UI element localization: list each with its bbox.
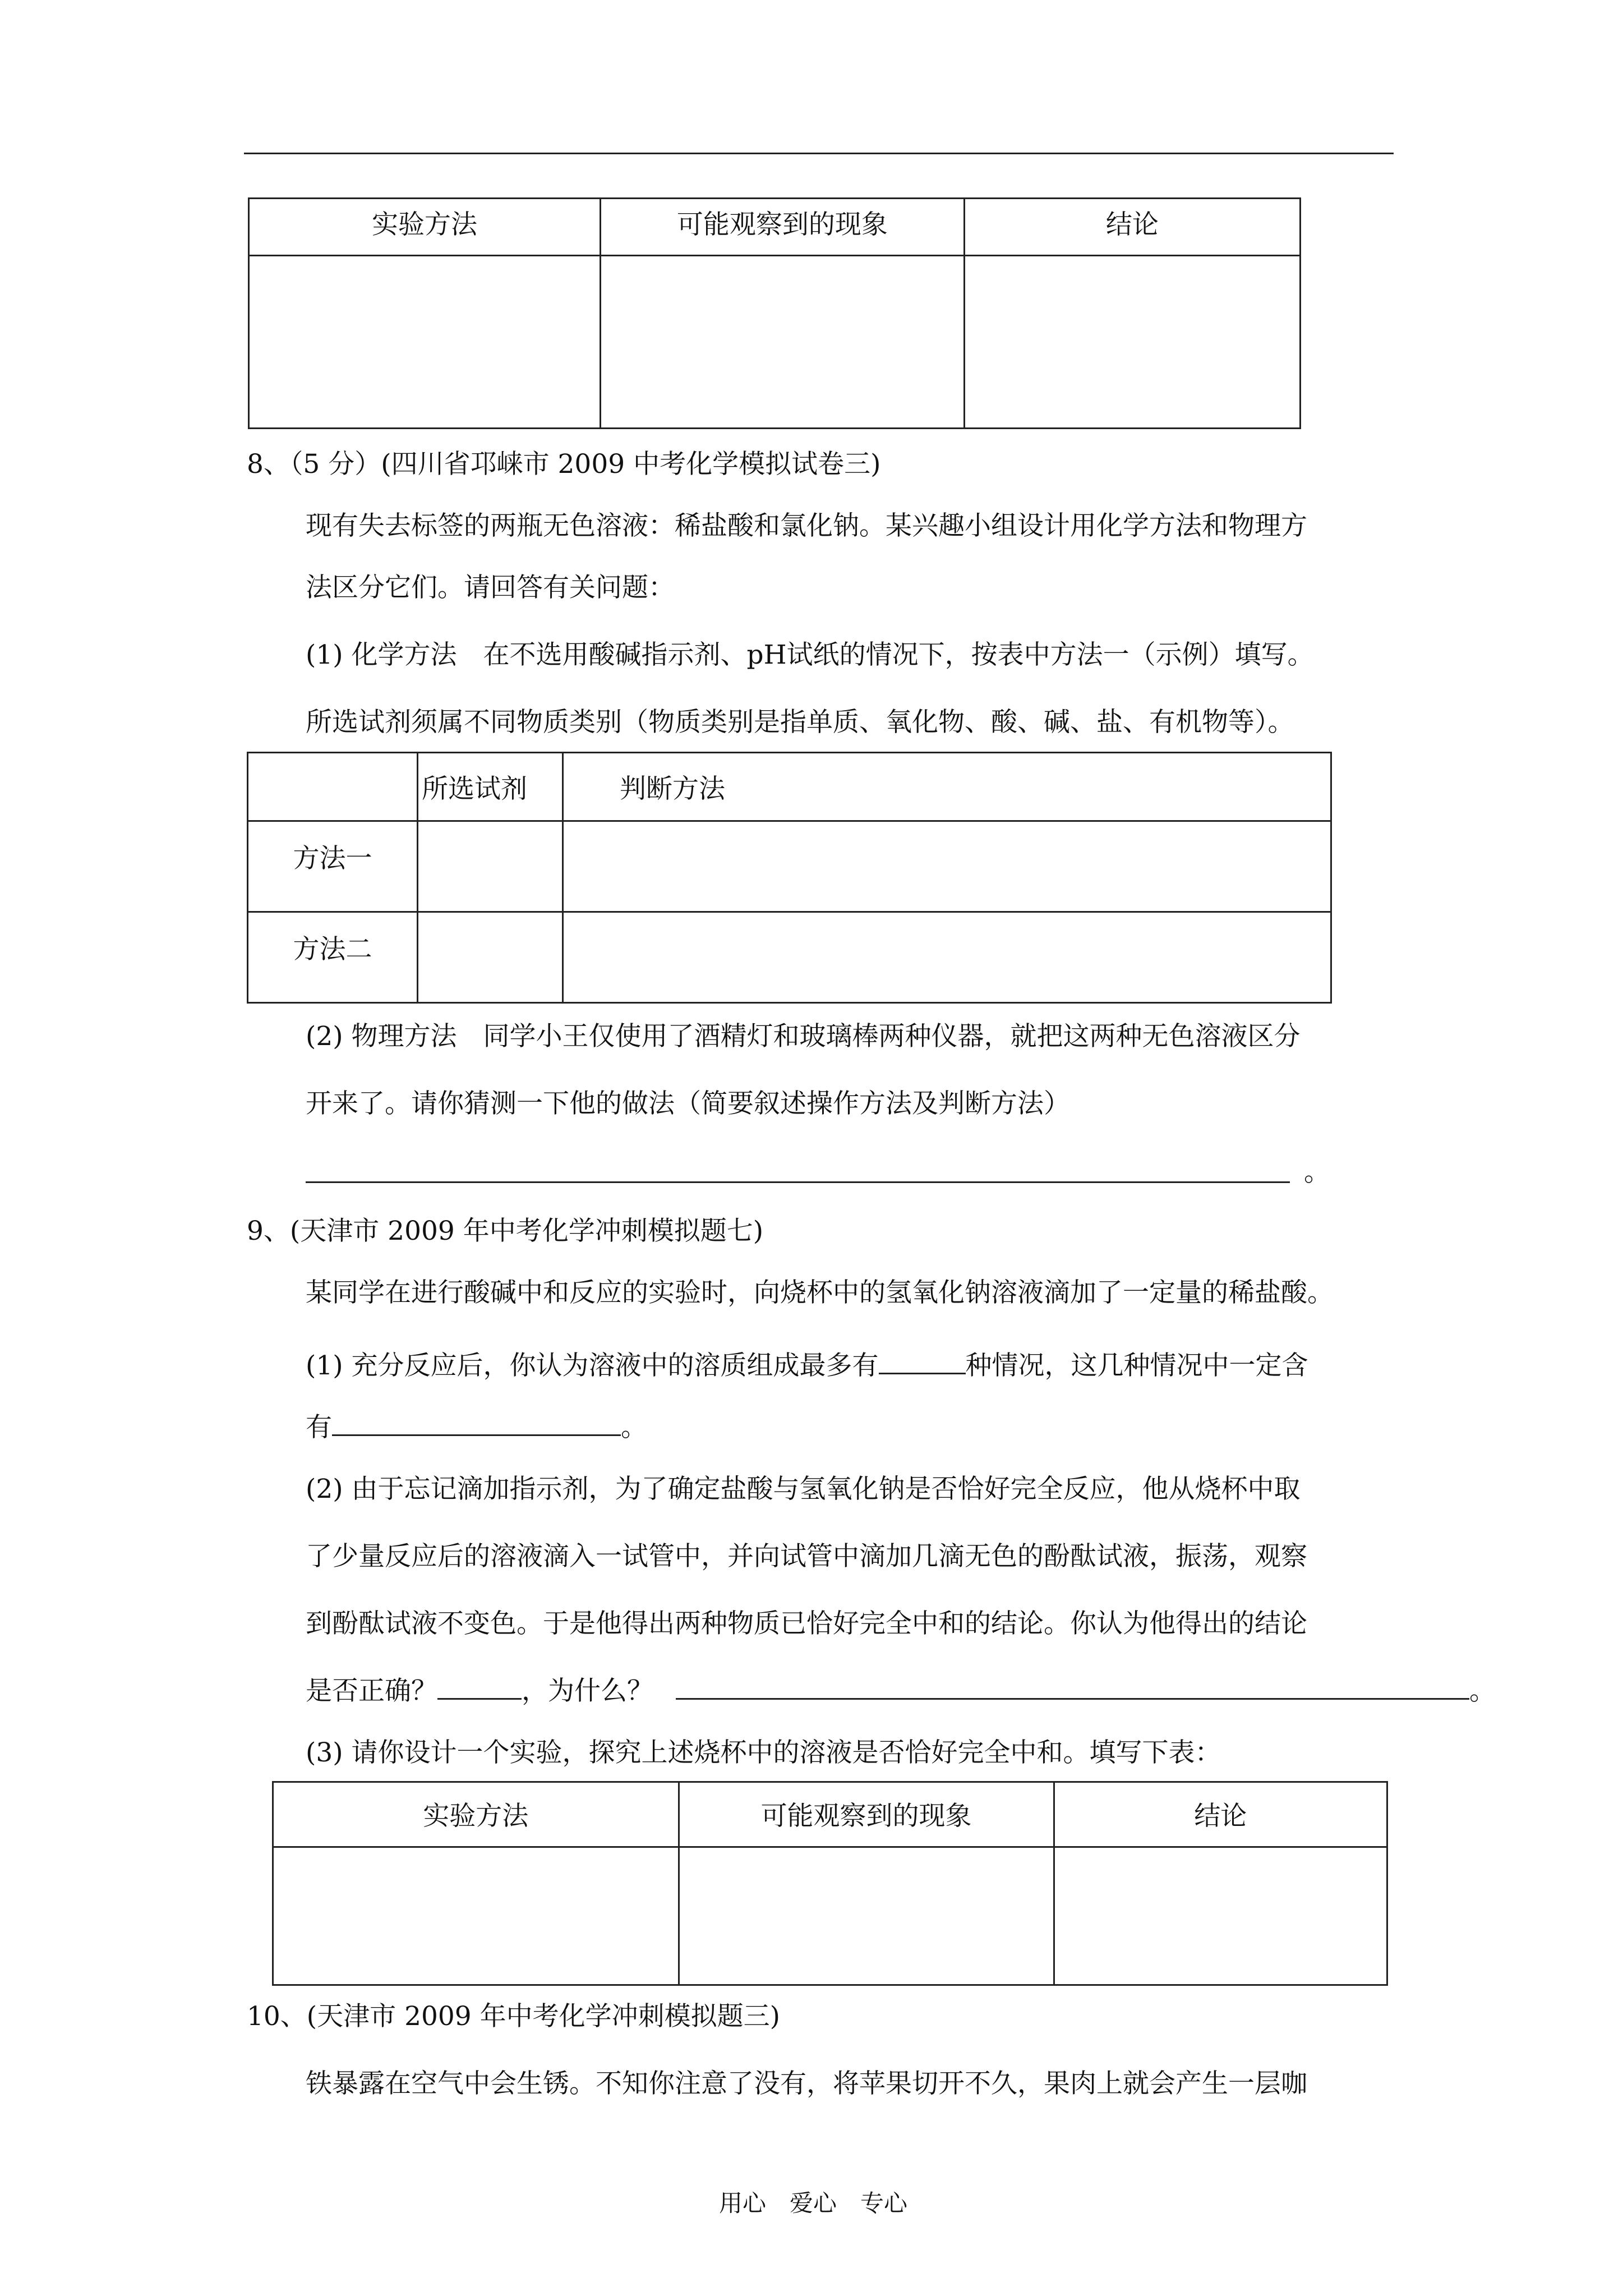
q9-paragraph-line [306, 1405, 647, 1444]
table-header-cell: 结论 [1054, 1782, 1387, 1847]
table-cell [563, 912, 1331, 1003]
table-cell [418, 821, 563, 912]
table-header-cell: 实验方法 [249, 199, 601, 256]
table-row-label: 方法一 [248, 821, 418, 912]
q9-paragraph-line [306, 1669, 1496, 1708]
answer-blank [437, 1669, 522, 1700]
q9-paragraph: 某同学在进行酸碱中和反应的实验时，向烧杯中的氢氧化钠溶液滴加了一定量的稀盐酸。 [306, 1277, 1334, 1308]
q9-text: 。 [621, 1412, 647, 1443]
q10-title: 10、(天津市 2009 年中考化学冲刺模拟题三) [247, 2001, 780, 2032]
q9-paragraph: (3) 请你设计一个实验，探究上述烧杯中的溶液是否恰好完全中和。填写下表： [306, 1737, 1221, 1768]
q8-paragraph: 现有失去标签的两瓶无色溶液：稀盐酸和氯化钠。某兴趣小组设计用化学方法和物理方 [306, 510, 1307, 541]
table-header-cell: 可能观察到的现象 [679, 1782, 1054, 1847]
q8-end-mark: 。 [1304, 1157, 1330, 1188]
q9-paragraph: (2) 由于忘记滴加指示剂，为了确定盐酸与氢氧化钠是否恰好完全反应，他从烧杯中取 [306, 1474, 1301, 1504]
top-experiment-table [248, 197, 1301, 429]
q9-experiment-table [272, 1781, 1388, 1986]
q8-paragraph: (2) 物理方法 同学小王仅使用了酒精灯和玻璃棒两种仪器，就把这两种无色溶液区分 [306, 1021, 1301, 1052]
q10-paragraph: 铁暴露在空气中会生锈。不知你注意了没有，将苹果切开不久，果肉上就会产生一层咖 [306, 2068, 1307, 2099]
q8-paragraph: (1) 化学方法 在不选用酸碱指示剂、pH试纸的情况下，按表中方法一（示例）填写。 [306, 639, 1314, 670]
page-footer: 用心 爱心 专心 [719, 2189, 908, 2217]
q9-paragraph: 了少量反应后的溶液滴入一试管中，并向试管中滴加几滴无色的酚酞试液，振荡，观察 [306, 1541, 1307, 1572]
q9-text: 是否正确？ [306, 1676, 437, 1706]
header-rule [244, 153, 1394, 154]
table-header-cell: 实验方法 [273, 1782, 679, 1847]
q8-paragraph: 法区分它们。请回答有关问题： [306, 572, 675, 603]
answer-blank [332, 1405, 621, 1436]
q8-paragraph: 所选试剂须属不同物质类别（物质类别是指单质、氧化物、酸、碱、盐、有机物等）。 [306, 707, 1294, 738]
table-row-label: 方法二 [248, 912, 418, 1003]
table-cell [1054, 1847, 1387, 1985]
table-cell [600, 256, 964, 429]
q9-text: 。 [1469, 1676, 1496, 1706]
q9-text: (1) 充分反应后，你认为溶液中的溶质组成最多有 [306, 1350, 879, 1381]
table-cell [563, 821, 1331, 912]
table-header-cell: 可能观察到的现象 [600, 199, 964, 256]
table-cell [273, 1847, 679, 1985]
answer-blank [306, 1181, 1290, 1183]
table-header-cell: 判断方法 [563, 753, 1331, 821]
q9-paragraph-line [306, 1343, 1308, 1383]
q9-text: 有 [306, 1412, 332, 1443]
table-header-cell: 所选试剂 [418, 753, 563, 821]
q9-paragraph: 到酚酞试液不变色。于是他得出两种物质已恰好完全中和的结论。你认为他得出的结论 [306, 1608, 1307, 1639]
q8-paragraph: 开来了。请你猜测一下他的做法（简要叙述操作方法及判断方法） [306, 1088, 1070, 1119]
answer-blank [879, 1343, 966, 1374]
table-header-cell: 结论 [964, 199, 1300, 256]
table-cell [679, 1847, 1054, 1985]
q9-text: 种情况，这几种情况中一定含 [965, 1350, 1308, 1381]
q8-method-table [247, 752, 1332, 1004]
table-cell [248, 753, 418, 821]
table-cell [418, 912, 563, 1003]
q9-title: 9、(天津市 2009 年中考化学冲刺模拟题七) [247, 1216, 764, 1246]
table-cell [964, 256, 1300, 429]
q8-title: 8、（5 分）(四川省邛崃市 2009 中考化学模拟试卷三) [247, 449, 881, 480]
q9-text: ，为什么？ [522, 1676, 653, 1706]
table-cell [249, 256, 601, 429]
answer-blank [676, 1669, 1469, 1700]
